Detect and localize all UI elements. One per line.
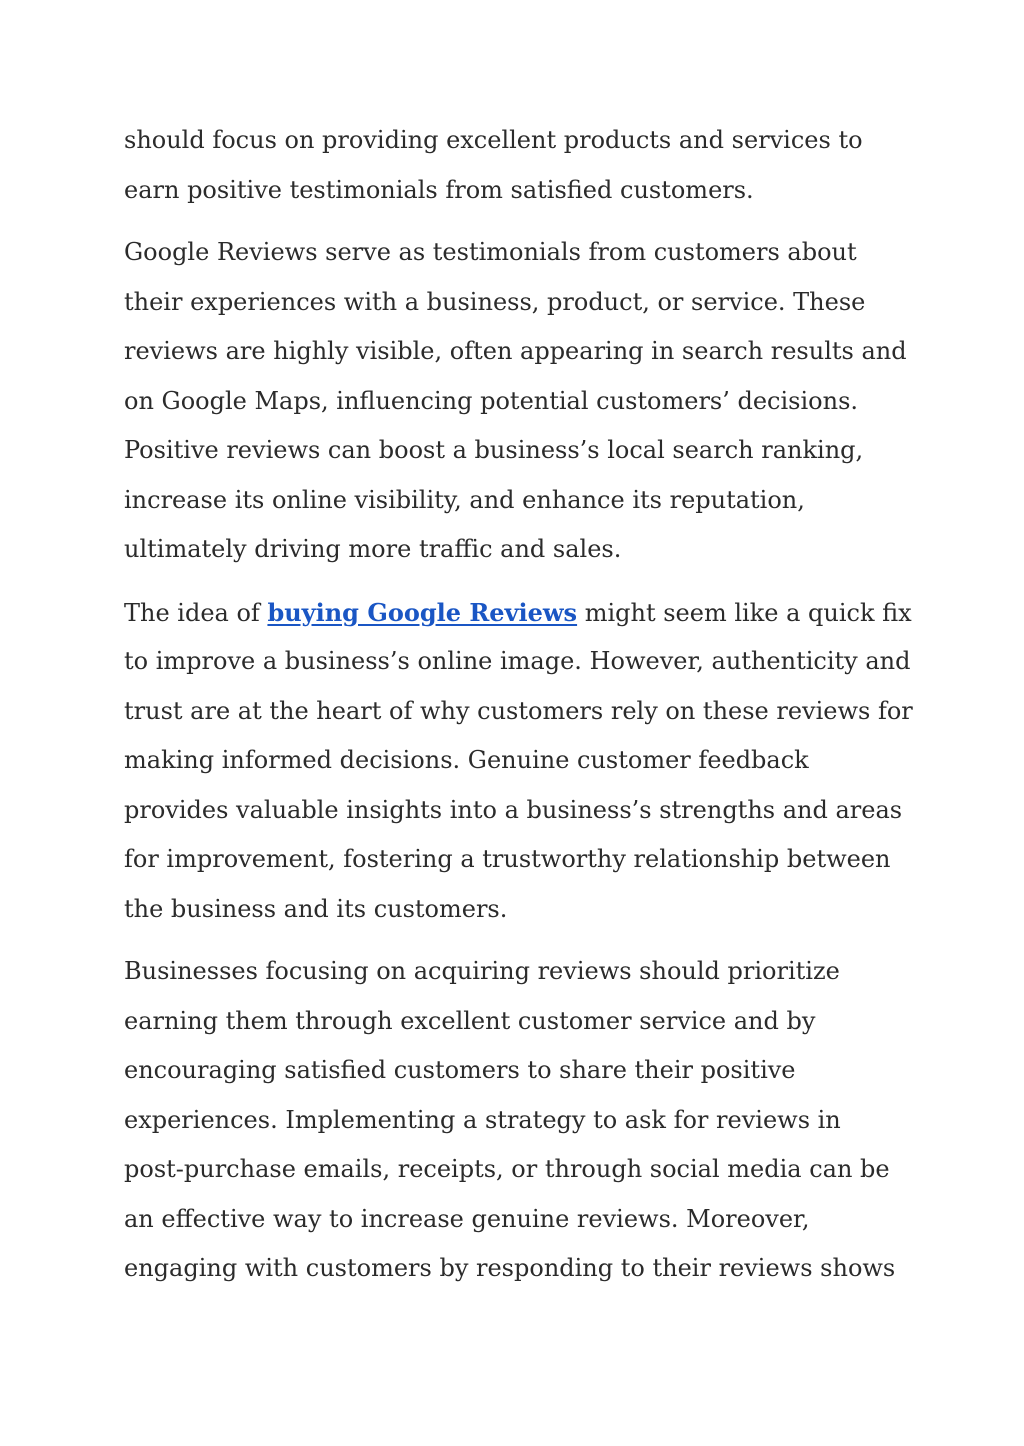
text-line: to improve a business’s online image. However, authenticity and xyxy=(124,647,911,675)
text-line: trust are at the heart of why customers rely on these reviews for xyxy=(124,696,913,725)
text-line: Google Reviews serve as testimonials from customers about xyxy=(124,238,857,266)
text-line: provides valuable insights into a business’s strengths and areas xyxy=(124,795,903,824)
text-line: post-purchase emails, receipts, or through social media can be xyxy=(124,1155,890,1183)
text-before-link: The idea of xyxy=(124,598,268,627)
text-line: the business and its customers. xyxy=(124,894,508,923)
text-line: increase its online visibility, and enhance its reputation, xyxy=(124,485,805,514)
text-line: for improvement, fostering a trustworthy relationship between xyxy=(124,845,891,873)
text-line: engaging with customers by responding to their reviews shows xyxy=(124,1254,896,1282)
buying-google-reviews-link[interactable]: buying Google Reviews xyxy=(267,597,578,627)
text-line: encouraging satisfied customers to share their positive xyxy=(124,1056,796,1084)
paragraph-3 xyxy=(124,588,914,935)
paragraph-1 xyxy=(124,116,914,215)
text-line: Businesses focusing on acquiring reviews should prioritize xyxy=(124,957,840,985)
text-line: ultimately driving more traffic and sales. xyxy=(124,535,622,563)
text-line: their experiences with a business, product, or service. These xyxy=(124,287,866,316)
text-line: Positive reviews can boost a business’s local search ranking, xyxy=(124,436,864,464)
paragraph-2 xyxy=(124,228,914,575)
text-line: experiences. Implementing a strategy to ask for reviews in xyxy=(124,1105,841,1134)
text-line: an effective way to increase genuine reviews. Moreover, xyxy=(124,1204,810,1233)
text-line: should focus on providing excellent products and services to xyxy=(124,126,863,154)
article-body xyxy=(124,116,914,1307)
text-line: on Google Maps, influencing potential customers’ decisions. xyxy=(124,386,859,415)
text-line-with-link xyxy=(124,588,914,638)
text-line: making informed decisions. Genuine customer feedback xyxy=(124,746,809,774)
text-line: reviews are highly visible, often appearing in search results and xyxy=(124,337,907,365)
paragraph-4 xyxy=(124,947,914,1294)
text-line: earning them through excellent customer service and by xyxy=(124,1006,816,1035)
text-line: earn positive testimonials from satisfied customers. xyxy=(124,175,754,204)
text-after-link: might seem like a quick fix xyxy=(577,598,912,627)
